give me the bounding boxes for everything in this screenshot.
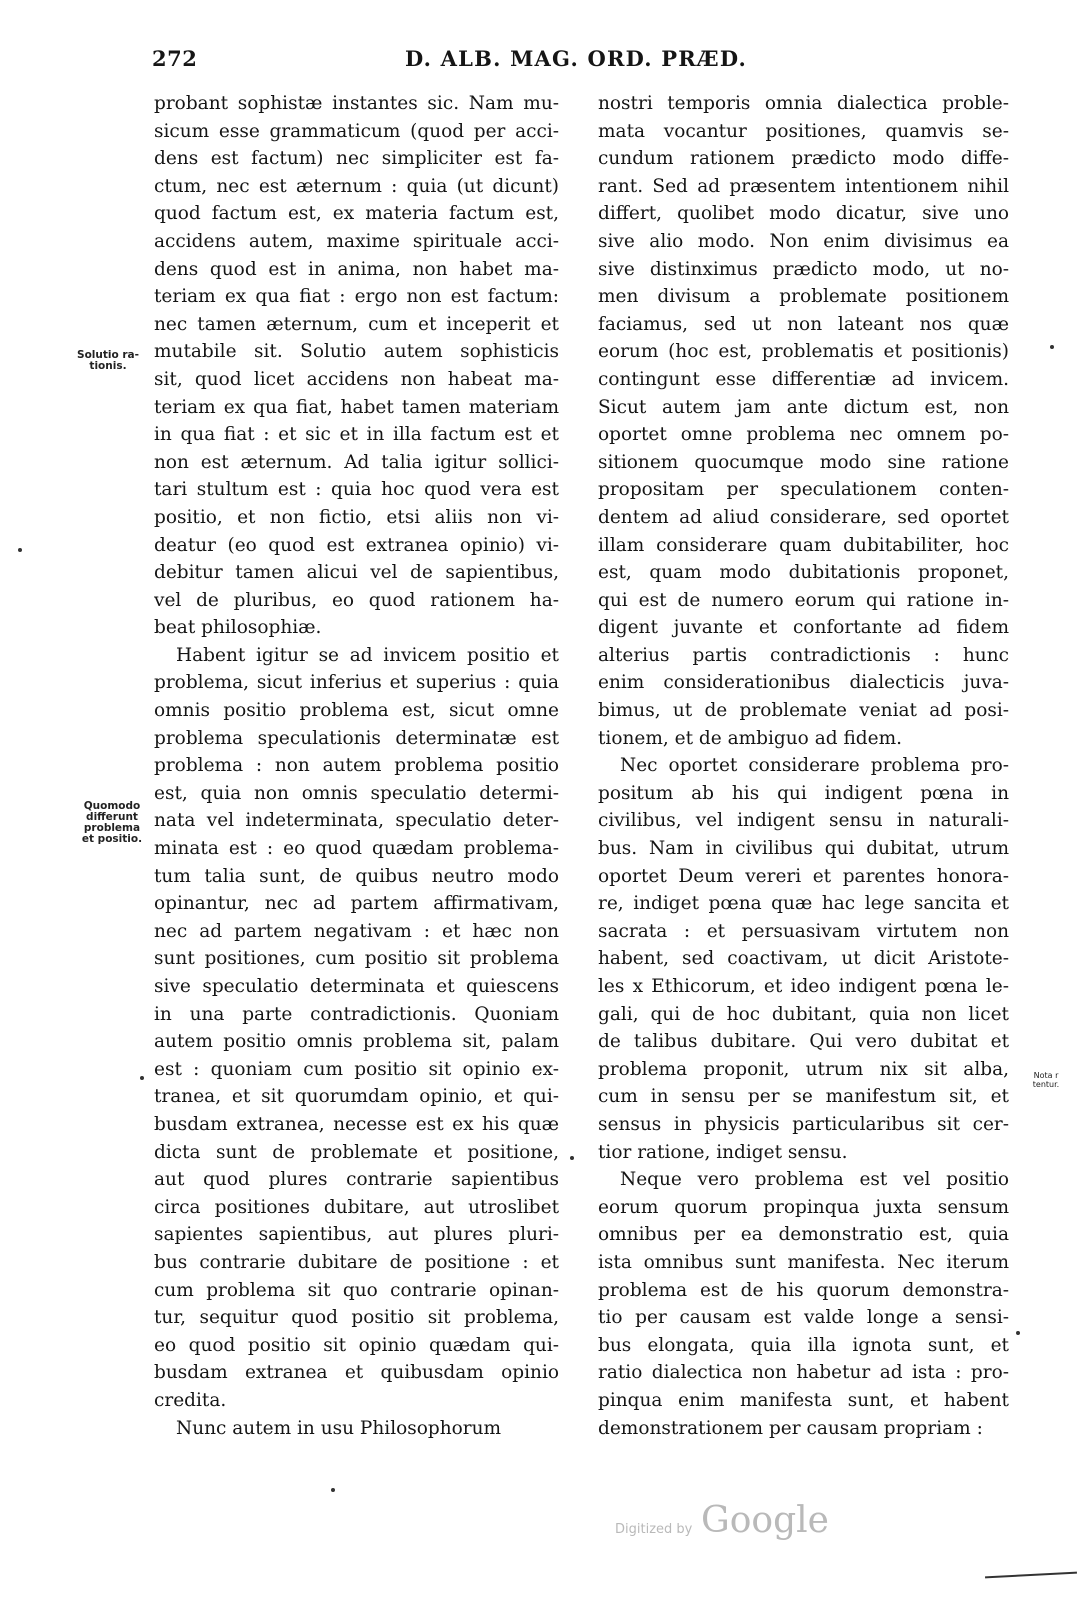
text-line: dicta sunt de problemate et positione, [154, 1141, 559, 1163]
text-line: enim considerationibus dialecticis juva- [598, 672, 1009, 694]
text-line: sive distinximus prædicto modo, ut no- [598, 258, 1009, 280]
text-line: alterius partis contradictionis : hunc [598, 644, 1009, 666]
text-line: gali, qui de hoc dubitant, quia non licet [598, 1003, 1009, 1025]
text-line: problema : non autem problema positio [154, 755, 559, 777]
text-line: eorum quorum propinqua juxta sensum [598, 1196, 1009, 1218]
text-line: sive alio modo. Non enim divisimus ea [598, 230, 1009, 252]
text-line: dentem ad aliud considerare, sed oportet [598, 506, 1009, 528]
google-logo: Google [701, 1500, 829, 1541]
text-line: minata est : eo quod quædam problema- [154, 838, 559, 860]
right-column [598, 90, 1009, 1442]
speck-mark [331, 1488, 335, 1492]
speck-mark [570, 1156, 574, 1160]
text-line: oportet omne problema nec omnem po- [598, 424, 1009, 446]
text-line: deatur (eo quod est extranea opinio) vi- [154, 534, 559, 556]
margin-note-nota [1016, 1071, 1076, 1089]
text-line: tionem, et de ambiguo ad fidem. [598, 727, 903, 749]
text-line: sitionem quocumque modo sine ratione [598, 451, 1009, 473]
text-line: bus elongata, quia illa ignota sunt, et [598, 1334, 1009, 1356]
text-line: positum ab his qui indigent pœna in [598, 782, 1009, 804]
text-line: est : quoniam cum positio sit opinio ex- [154, 1058, 559, 1080]
text-line: faciamus, sed ut non lateant nos quæ [598, 313, 1009, 335]
text-line: beat philosophiæ. [154, 617, 322, 639]
text-line: problema, sicut inferius et superius : quia [154, 672, 559, 694]
text-line: qui est de numero eorum qui ratione in- [598, 589, 1009, 611]
text-line: Sicut autem jam ante dictum est, non [598, 396, 1009, 418]
text-line: omnibus per ea demonstratio est, quia [598, 1224, 1009, 1246]
text-line: mata vocantur positiones, quamvis se- [598, 120, 1009, 142]
speck-mark [1050, 345, 1054, 349]
text-line: ratio dialectica non habetur ad ista : pro- [598, 1362, 1009, 1384]
text-line: bus contrarie dubitare de positione : et [154, 1251, 559, 1273]
left-column [154, 90, 559, 1442]
text-line: probant sophistæ instantes sic. Nam mu- [154, 93, 559, 114]
text-line: cundum rationem prædicto modo diffe- [598, 148, 1009, 170]
text-line: habent, sed coactivam, ut dicit Aristote- [598, 948, 1009, 970]
text-line: Nunc autem in usu Philosophorum [176, 1417, 502, 1439]
text-line: cum in sensu per se manifestum sit, et [598, 1086, 1009, 1108]
text-line: positio, et non fictio, etsi aliis non vi- [154, 506, 559, 528]
text-line: ista omnibus sunt manifesta. Nec iterum [598, 1251, 1009, 1273]
text-line: eorum (hoc est, problematis et positionis) [598, 341, 1009, 363]
text-line: de talibus dubitare. Qui vero dubitat et [598, 1031, 1009, 1053]
text-line: men divisum a problemate positionem [598, 286, 1009, 308]
text-line: contingunt esse differentiæ ad invicem. [598, 368, 1009, 390]
speck-mark [1016, 1331, 1020, 1335]
text-line: ctum, nec est æternum : quia (ut dicunt) [154, 175, 559, 197]
margin-note-solutio [66, 350, 150, 372]
margin-note-line: Quomodo [83, 800, 141, 812]
text-line: circa positiones dubitare, aut utroslibet [154, 1196, 559, 1218]
text-line: problema est de his quorum demonstra- [598, 1279, 1009, 1301]
text-line: Habent igitur se ad invicem positio et [176, 644, 559, 666]
text-line: nec tamen æternum, cum et inceperit et [154, 313, 559, 335]
text-line: tior ratione, indiget sensu. [598, 1141, 848, 1163]
text-line: sicum esse grammaticum (quod per acci- [154, 120, 559, 142]
speck-mark [140, 1076, 144, 1080]
text-line: eo quod positio sit opinio quædam qui- [154, 1334, 559, 1356]
text-line: demonstrationem per causam propriam : [598, 1417, 983, 1439]
text-line: dens est factum) nec simpliciter est fa- [154, 148, 559, 170]
text-line: digent juvante et confortante ad fidem [598, 617, 1009, 639]
page-header [0, 46, 1085, 76]
text-line: bimus, ut de problemate veniat ad posi- [598, 700, 1009, 722]
text-line: est, quia non omnis speculatio determi- [154, 782, 559, 804]
margin-note-line: et positio. [81, 833, 143, 845]
text-line: rant. Sed ad præsentem intentionem nihil [598, 175, 1009, 197]
edge-stroke [985, 1572, 1077, 1579]
text-line: sensus in physicis particularibus sit cer- [598, 1113, 1009, 1135]
text-line: sapientes sapientibus, aut plures pluri- [154, 1224, 559, 1246]
margin-note-line: tentur. [1032, 1080, 1060, 1089]
text-line: vel de pluribus, eo quod rationem ha- [154, 589, 559, 611]
text-line: nata vel indeterminata, speculatio deter- [154, 810, 559, 832]
text-line: tio per causam est valde longe a sensi- [598, 1307, 1009, 1329]
text-line: opinantur, nec ad partem affirmativam, [154, 893, 559, 915]
text-line: aut quod plures contrarie sapientibus [154, 1169, 559, 1191]
text-line: in una parte contradictionis. Quoniam [154, 1003, 559, 1025]
text-line: debitur tamen alicui vel de sapientibus, [154, 562, 559, 584]
margin-note-line: problema [83, 822, 141, 834]
text-line: teriam ex qua fiat : ergo non est factum: [154, 286, 559, 308]
text-line: Nec oportet considerare problema pro- [620, 755, 1009, 777]
text-line: Neque vero problema est vel positio [620, 1169, 1009, 1191]
text-line: autem positio omnis problema sit, palam [154, 1031, 559, 1053]
margin-note-line: Nota r [1033, 1071, 1059, 1080]
text-line: busdam extranea, necesse est ex his quæ [154, 1113, 559, 1135]
text-line: cum problema sit quo contrarie opinan- [154, 1279, 559, 1301]
text-line: propositam per speculationem conten- [598, 479, 1009, 501]
text-line: est, quam modo dubitationis proponet, [598, 562, 1009, 584]
text-line: in qua fiat : et sic et in illa factum est et [154, 424, 559, 446]
text-line: sive speculatio determinata et quiescens [154, 976, 559, 997]
text-line: differt, quolibet modo dicatur, sive uno [598, 203, 1009, 225]
margin-note-line: differunt [86, 811, 138, 823]
digitized-watermark [615, 1500, 835, 1550]
text-line: problema proponit, utrum nix sit alba, [598, 1058, 1009, 1080]
text-line: omnis positio problema est, sicut omne [154, 700, 559, 722]
text-line: civilibus, vel indigent sensu in naturali- [598, 810, 1009, 832]
text-line: tur, sequitur quod positio sit problema, [154, 1307, 559, 1329]
text-line: tari stultum est : quia hoc quod vera est [154, 479, 559, 501]
text-line: sunt positiones, cum positio sit problema [154, 948, 559, 970]
text-line: pinqua enim manifesta sunt, et habent [598, 1389, 1009, 1411]
margin-note-quomodo [70, 801, 154, 845]
text-line: nec ad partem negativam : et hæc non [154, 920, 559, 942]
margin-note-line: Solutio ra- [77, 349, 139, 361]
text-line: credita. [154, 1389, 227, 1411]
margin-note-line: tionis. [89, 360, 127, 372]
text-line: oportet Deum vereri et parentes honora- [598, 865, 1009, 887]
text-line: quod factum est, ex materia factum est, [154, 203, 559, 225]
text-line: sacrata : et persuasivam virtutem non [598, 920, 1009, 942]
text-line: mutabile sit. Solutio autem sophisticis [154, 341, 559, 363]
text-line: tum talia sunt, de quibus neutro modo [154, 865, 559, 887]
speck-mark [18, 548, 22, 552]
text-line: nostri temporis omnia dialectica proble- [598, 93, 1009, 114]
page-number: 272 [152, 46, 198, 71]
text-line: teriam ex qua fiat, habet tamen materiam [154, 396, 559, 418]
text-line: bus. Nam in civilibus qui dubitat, utrum [598, 838, 1009, 860]
text-line: les x Ethicorum, et ideo indigent pœna le- [598, 976, 1009, 997]
watermark-small-text: Digitized by [615, 1522, 693, 1537]
text-line: non est æternum. Ad talia igitur sollici- [154, 451, 559, 473]
text-line: busdam extranea et quibusdam opinio [154, 1362, 559, 1384]
text-line: dens quod est in anima, non habet ma- [154, 258, 559, 280]
text-line: tranea, et sit quorumdam opinio, et qui- [154, 1086, 559, 1108]
text-line: accidens autem, maxime spirituale acci- [154, 230, 559, 252]
text-line: problema speculationis determinatæ est [154, 727, 559, 749]
running-title: D. ALB. MAG. ORD. PRÆD. [405, 46, 748, 71]
text-line: re, indiget pœna quæ hac lege sancita et [598, 893, 1009, 915]
text-line: sit, quod licet accidens non habeat ma- [154, 368, 559, 390]
text-line: illam considerare quam dubitabiliter, hoc [598, 534, 1009, 556]
